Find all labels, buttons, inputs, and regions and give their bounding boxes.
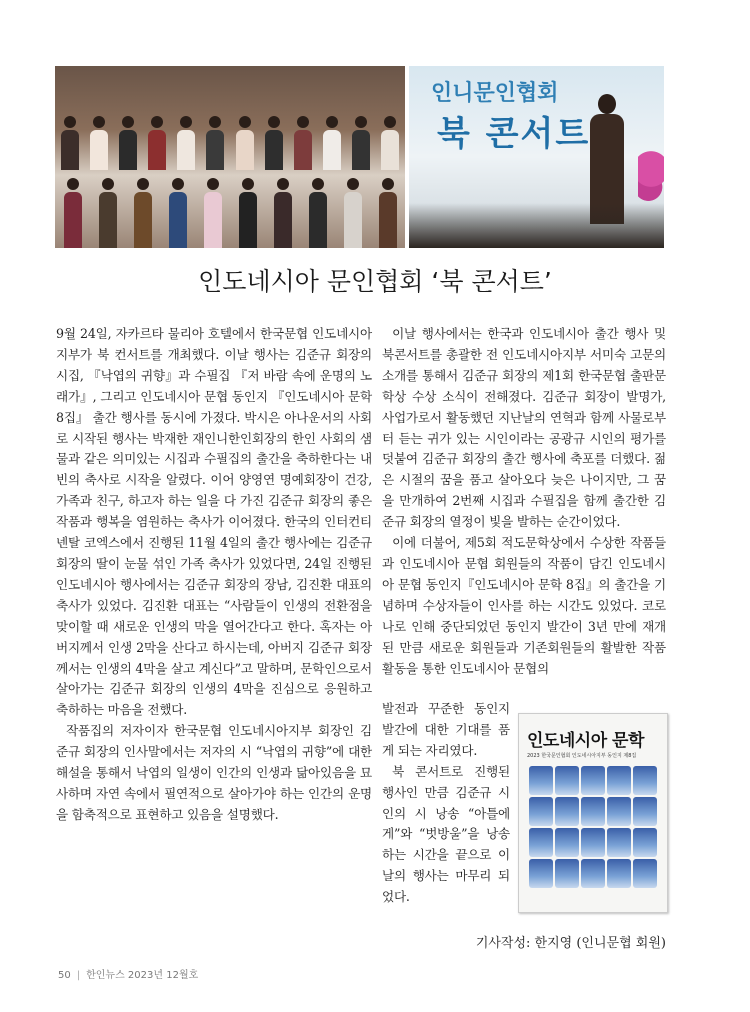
- publication-name: 한인뉴스 2023년 12월호: [86, 970, 199, 981]
- paragraph: 이에 더불어, 제5회 적도문학상에서 수상한 작품들과 인도네시아 문협 회원들의 작품이 담긴 인도네시아 문협 동인지『인도네시아 문학 8집』의 출간을 기념하며 수상자들이 인사를 하는 시간도 있었다. 코로나로 인해 중단되었던 동인지 발간이 3년 만에 재개된 만큼 새로운 회원들과 기존회원들의 활발한 작품 활동을 통한 인도네시아 문협의: [382, 535, 666, 676]
- page-footer: [58, 966, 198, 981]
- book-concert-photo: [409, 66, 664, 248]
- article-column-right-wrap: [382, 699, 510, 908]
- book-cover-title: 인도네시아 문학: [527, 731, 644, 751]
- byline: 기사작성: 한지영 (인니문협 회원): [475, 936, 666, 951]
- paragraph: 북 콘서트로 진행된 행사인 만큼 김준규 시인의 시 낭송 “아틀에게”와 “벗방울”을 낭송하는 시간을 끝으로 이날의 행사는 마무리 되었다.: [382, 763, 510, 905]
- page-number: 50: [58, 970, 71, 981]
- audience: [409, 203, 664, 248]
- article-column-right: [382, 324, 666, 679]
- paragraph: 작품집의 저자이자 한국문협 인도네시아지부 회장인 김준규 회장의 인사말에서는 저자의 시 “낙엽의 귀향”에 대한 해설을 통해서 낙엽의 일생이 인간의 인생과 닮아있음을 묘사하며 자연 속에서 필연적으로 살아가야 하는 인간의 운명을 함축적으로 표현하고 있음을 설명했다.: [56, 723, 372, 822]
- book-cover-subtitle: 2023 한국문인협회 인도네시아지부 동인지 제8집: [527, 753, 637, 759]
- book-cover-image: [518, 713, 668, 913]
- article-column-left: [56, 324, 372, 826]
- group-photo: [55, 66, 405, 248]
- banner-title: 인니문인협회: [431, 81, 559, 106]
- footer-separator: |: [76, 970, 81, 981]
- photo-strip: [55, 66, 664, 248]
- paragraph: 발전과 꾸준한 동인지 발간에 대한 기대를 품게 되는 자리였다.: [382, 701, 510, 758]
- paragraph: 이날 행사에서는 한국과 인도네시아 출간 행사 및 북콘서트를 총괄한 전 인도네시아지부 서미숙 고문의 소개를 통해서 김준규 회장의 제1회 한국문협 출판문학상 수상 소식이 전해졌다. 김준규 회장이 발명가, 사업가로서 활동했던 지난날의 연혁과 함께 사물로부터 듣는 귀가 있는 시인이라는 공광규 시인의 평가를 덧붙여 김준규 회장의 출간 행사에 축포를 더했다. 젊은 시절의 꿈을 품고 살아오다 늦은 나이지만, 그 꿈을 만개하여 2번째 시집과 수필집을 함께 출간한 김준규 회장의 열정이 빛을 발하는 순간이었다.: [382, 326, 666, 530]
- book-cover-portraits: [529, 766, 657, 888]
- banner-subtitle: 북 콘서트: [437, 114, 591, 154]
- flowers: [638, 151, 664, 211]
- paragraph: 9월 24일, 자카르타 물리아 호텔에서 한국문협 인도네시아지부가 북 컨서트를 개최했다. 이날 행사는 김준규 회장의 시집, 『낙엽의 귀향』과 수필집 『저 바람 속에 운명의 노래가』, 그리고 인도네시아 문협 동인지 『인도네시아 문학 8집』 출간 행사를 동시에 가졌다. 박시은 아나운서의 사회로 시작된 행사는 박재한 재인니한인회장의 한인 사회의 샘물과 같은 의미있는 시집과 수필집의 출간을 축하한다는 내빈의 축사로 시작을 알렸다. 이어 양영연 명예회장이 건강, 가족과 친구, 하고자 하는 일을 다 가진 김준규 회장의 좋은 작품과 행복을 염원하는 축사가 이어졌다. 한국의 인터컨티넨탈 코엑스에서 진행된 11월 4일의 출간 행사에는 김준규 회장의 딸이 눈물 섞인 가족 축사가 있었다면, 24일 진행된 인도네시아 행사에서는 김준규 회장의 장남, 김진환 대표의 축사가 있었다. 김진환 대표는 “사람들이 인생의 전환점을 맞이할 때 새로운 인생의 막을 열어간다고 한다. 혹자는 아버지께서 인생 2막을 산다고 하시는데, 아버지 김준규 회장께서는 인생의 4막을 살고 계신다”고 말하며, 문학인으로서 살아가는 김준규 회장의 인생의 4막을 진심으로 응원하고 축하하는 마음을 전했다.: [56, 326, 372, 718]
- article-title: 인도네시아 문인협회 ‘북 콘서트’: [198, 267, 552, 296]
